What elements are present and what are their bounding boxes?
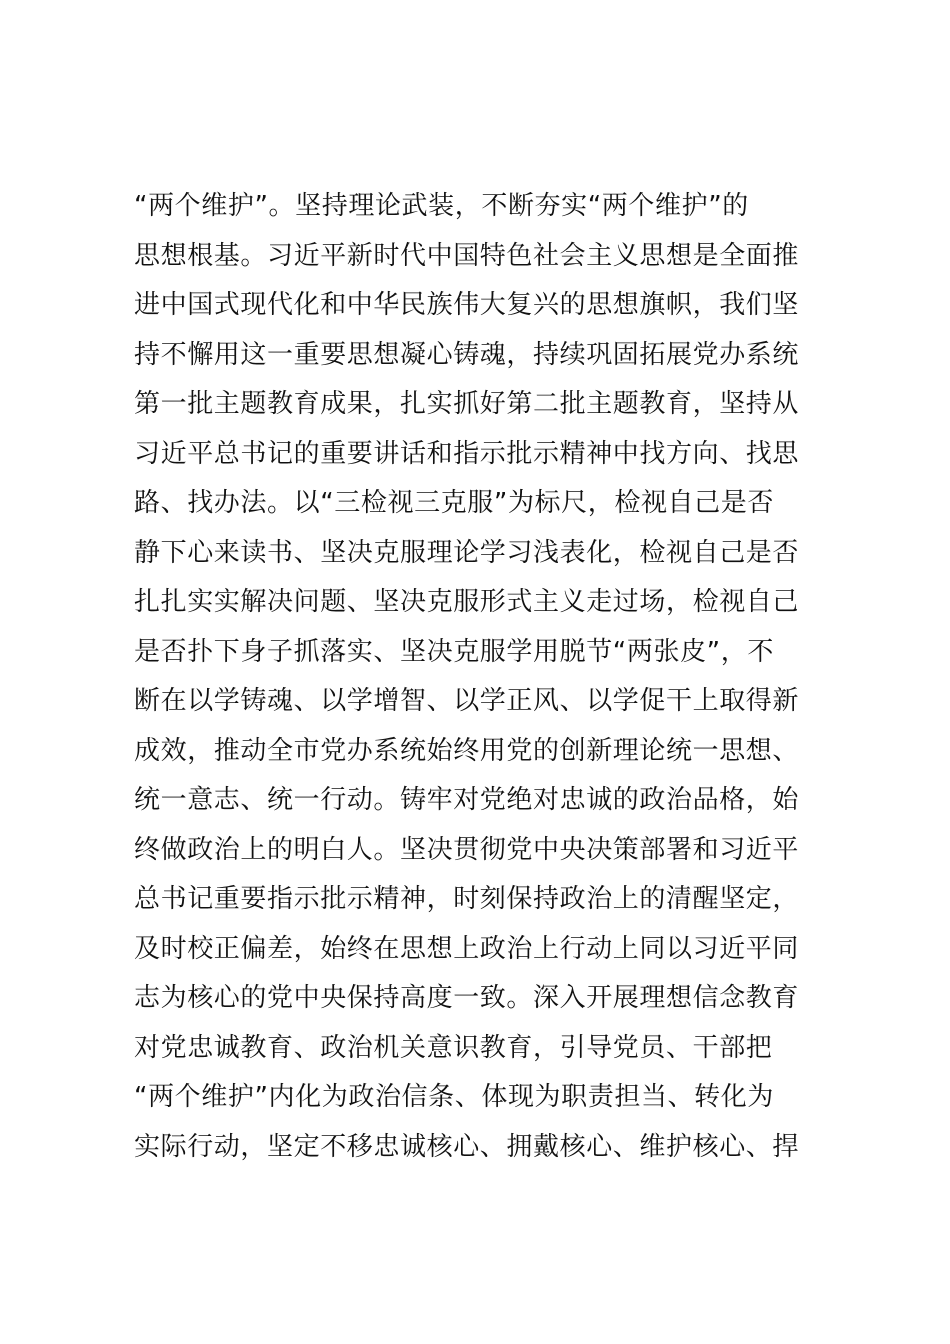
- text-line: 静下心来读书、坚决克服理论学习浅表化，检视自己是否: [134, 537, 800, 568]
- text-line: 习近平总书记的重要讲话和指示批示精神中找方向、找思: [134, 438, 800, 469]
- text-line: “两个维护”。坚持理论武装，不断夯实“两个维护”的: [134, 191, 749, 221]
- text-line: 终做政治上的明白人。坚决贯彻党中央决策部署和习近平: [134, 834, 800, 865]
- text-line: 成效，推动全市党办系统始终用党的创新理论统一思想、: [134, 735, 800, 766]
- body-text: [134, 182, 834, 1172]
- text-line: 断在以学铸魂、以学增智、以学正风、以学促干上取得新: [134, 686, 800, 716]
- text-line: 对党忠诚教育、政治机关意识教育，引导党员、干部把: [134, 1032, 773, 1063]
- text-line: 统一意志、统一行动。铸牢对党绝对忠诚的政治品格，始: [134, 785, 800, 815]
- text-line: “两个维护”内化为政治信条、体现为职责担当、转化为: [134, 1082, 774, 1112]
- text-line: 进中国式现代化和中华民族伟大复兴的思想旗帜，我们坚: [134, 290, 800, 320]
- text-line: 志为核心的党中央保持高度一致。深入开展理想信念教育: [134, 983, 800, 1013]
- text-line: 持不懈用这一重要思想凝心铸魂，持续巩固拓展党办系统: [134, 339, 800, 370]
- text-line: 总书记重要指示批示精神，时刻保持政治上的清醒坚定，: [134, 884, 800, 914]
- text-line: 路、找办法。以“三检视三克服”为标尺，检视自己是否: [134, 488, 774, 518]
- text-line: 扎扎实实解决问题、坚决克服形式主义走过场，检视自己: [134, 587, 800, 617]
- text-line: 及时校正偏差，始终在思想上政治上行动上同以习近平同: [134, 933, 800, 964]
- text-line: 实际行动，坚定不移忠诚核心、拥戴核心、维护核心、捍: [134, 1131, 800, 1162]
- text-line: 是否扑下身子抓落实、坚决克服学用脱节“两张皮”，不: [134, 636, 774, 667]
- text-line: 第一批主题教育成果，扎实抓好第二批主题教育，坚持从: [134, 389, 800, 419]
- text-line: 思想根基。习近平新时代中国特色社会主义思想是全面推: [134, 240, 800, 271]
